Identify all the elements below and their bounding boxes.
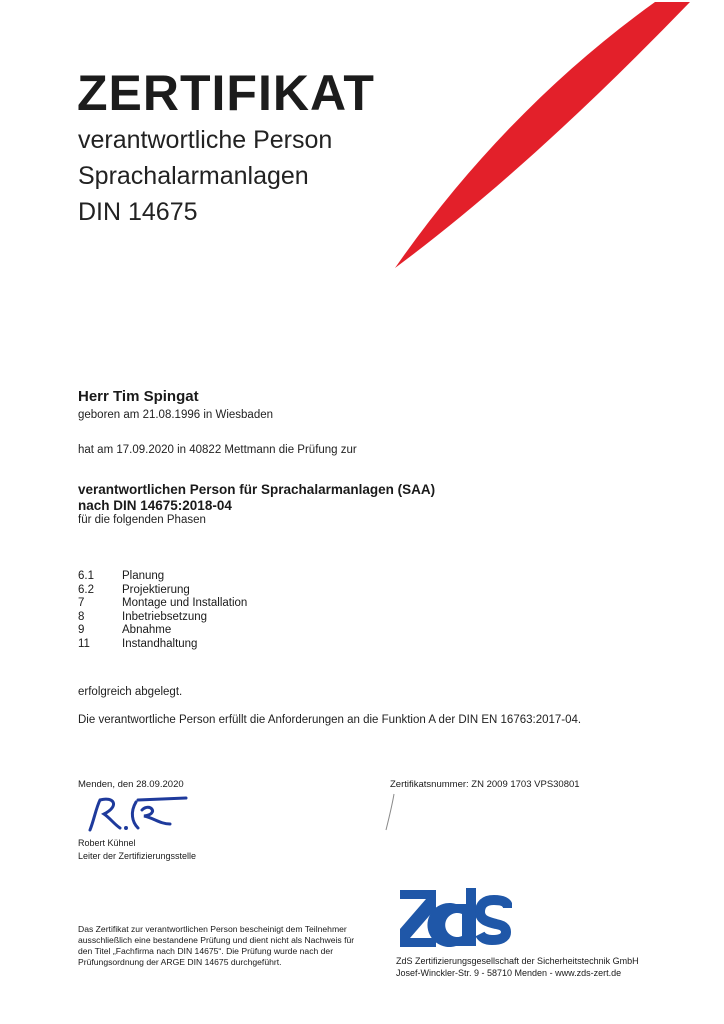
phase-label: Projektierung [122, 583, 190, 596]
phase-label: Montage und Installation [122, 597, 248, 610]
phase-number: 9 [78, 624, 85, 637]
requirements-statement: Die verantwortliche Person erfüllt die Anforderungen an die Funktion A der DIN EN 16763:2017-04. [78, 714, 582, 726]
organization-name: ZdS Zertifizierungsgesellschaft der Sicherheitstechnik GmbH [396, 956, 639, 966]
phases-intro: für die folgenden Phasen [78, 514, 206, 526]
phase-number: 8 [78, 610, 85, 623]
place-date: Menden, den 28.09.2020 [78, 779, 184, 790]
signer-name: Robert Kühnel [78, 838, 136, 848]
holder-birth: geboren am 21.08.1996 in Wiesbaden [78, 409, 274, 421]
phase-label: Instandhaltung [122, 637, 198, 650]
signer-role: Leiter der Zertifizierungsstelle [78, 851, 197, 861]
phase-item [78, 597, 247, 611]
phase-number: 6.1 [78, 570, 94, 582]
organization-address: Josef-Winckler-Str. 9 - 58710 Menden - www.zds-zert.de [396, 968, 622, 978]
holder-name: Herr Tim Spingat [78, 388, 199, 405]
phase-label: Abnahme [122, 624, 172, 637]
zds-logo [396, 884, 512, 952]
certificate-title: ZERTIFIKAT [77, 65, 375, 121]
phase-item [78, 638, 247, 652]
phase-item [78, 624, 247, 638]
signature-stroke [384, 792, 396, 832]
phase-item [78, 584, 247, 598]
phase-label: Planung [122, 570, 165, 582]
exam-statement: hat am 17.09.2020 in 40822 Mettmann die Prüfung zur [78, 444, 357, 456]
phase-number: 11 [78, 637, 90, 650]
signature-image [80, 794, 190, 836]
phase-list [78, 570, 247, 652]
phase-label: Inbetriebsetzung [122, 610, 208, 623]
qualification-line-2: nach DIN 14675:2018-04 [78, 498, 232, 513]
certificate-number: Zertifikatsnummer: ZN 2009 1703 VPS30801 [390, 779, 580, 790]
passed-statement: erfolgreich abgelegt. [78, 686, 183, 698]
phase-number: 7 [78, 597, 85, 610]
subtitle-line-2: Sprachalarmanlagen [78, 162, 309, 190]
subtitle-line-3: DIN 14675 [78, 198, 198, 226]
footer-note: Das Zertifikat zur verantwortlichen Person bescheinigt dem Teilnehmer ausschließlich eine bestandene Prüfung und dient nicht als Nachweis für den Titel „Fachfirma nach DIN 14675“. Die Prüfung wurde nach der Prüfungsordnung der ARGE DIN 14675 durchgeführt. [78, 924, 355, 967]
phase-number: 6.2 [78, 583, 94, 596]
subtitle-line-1: verantwortliche Person [78, 126, 333, 154]
phase-item [78, 570, 247, 584]
qualification-line-1: verantwortlichen Person für Sprachalarmanlagen (SAA) [78, 482, 436, 497]
phase-item [78, 611, 247, 625]
